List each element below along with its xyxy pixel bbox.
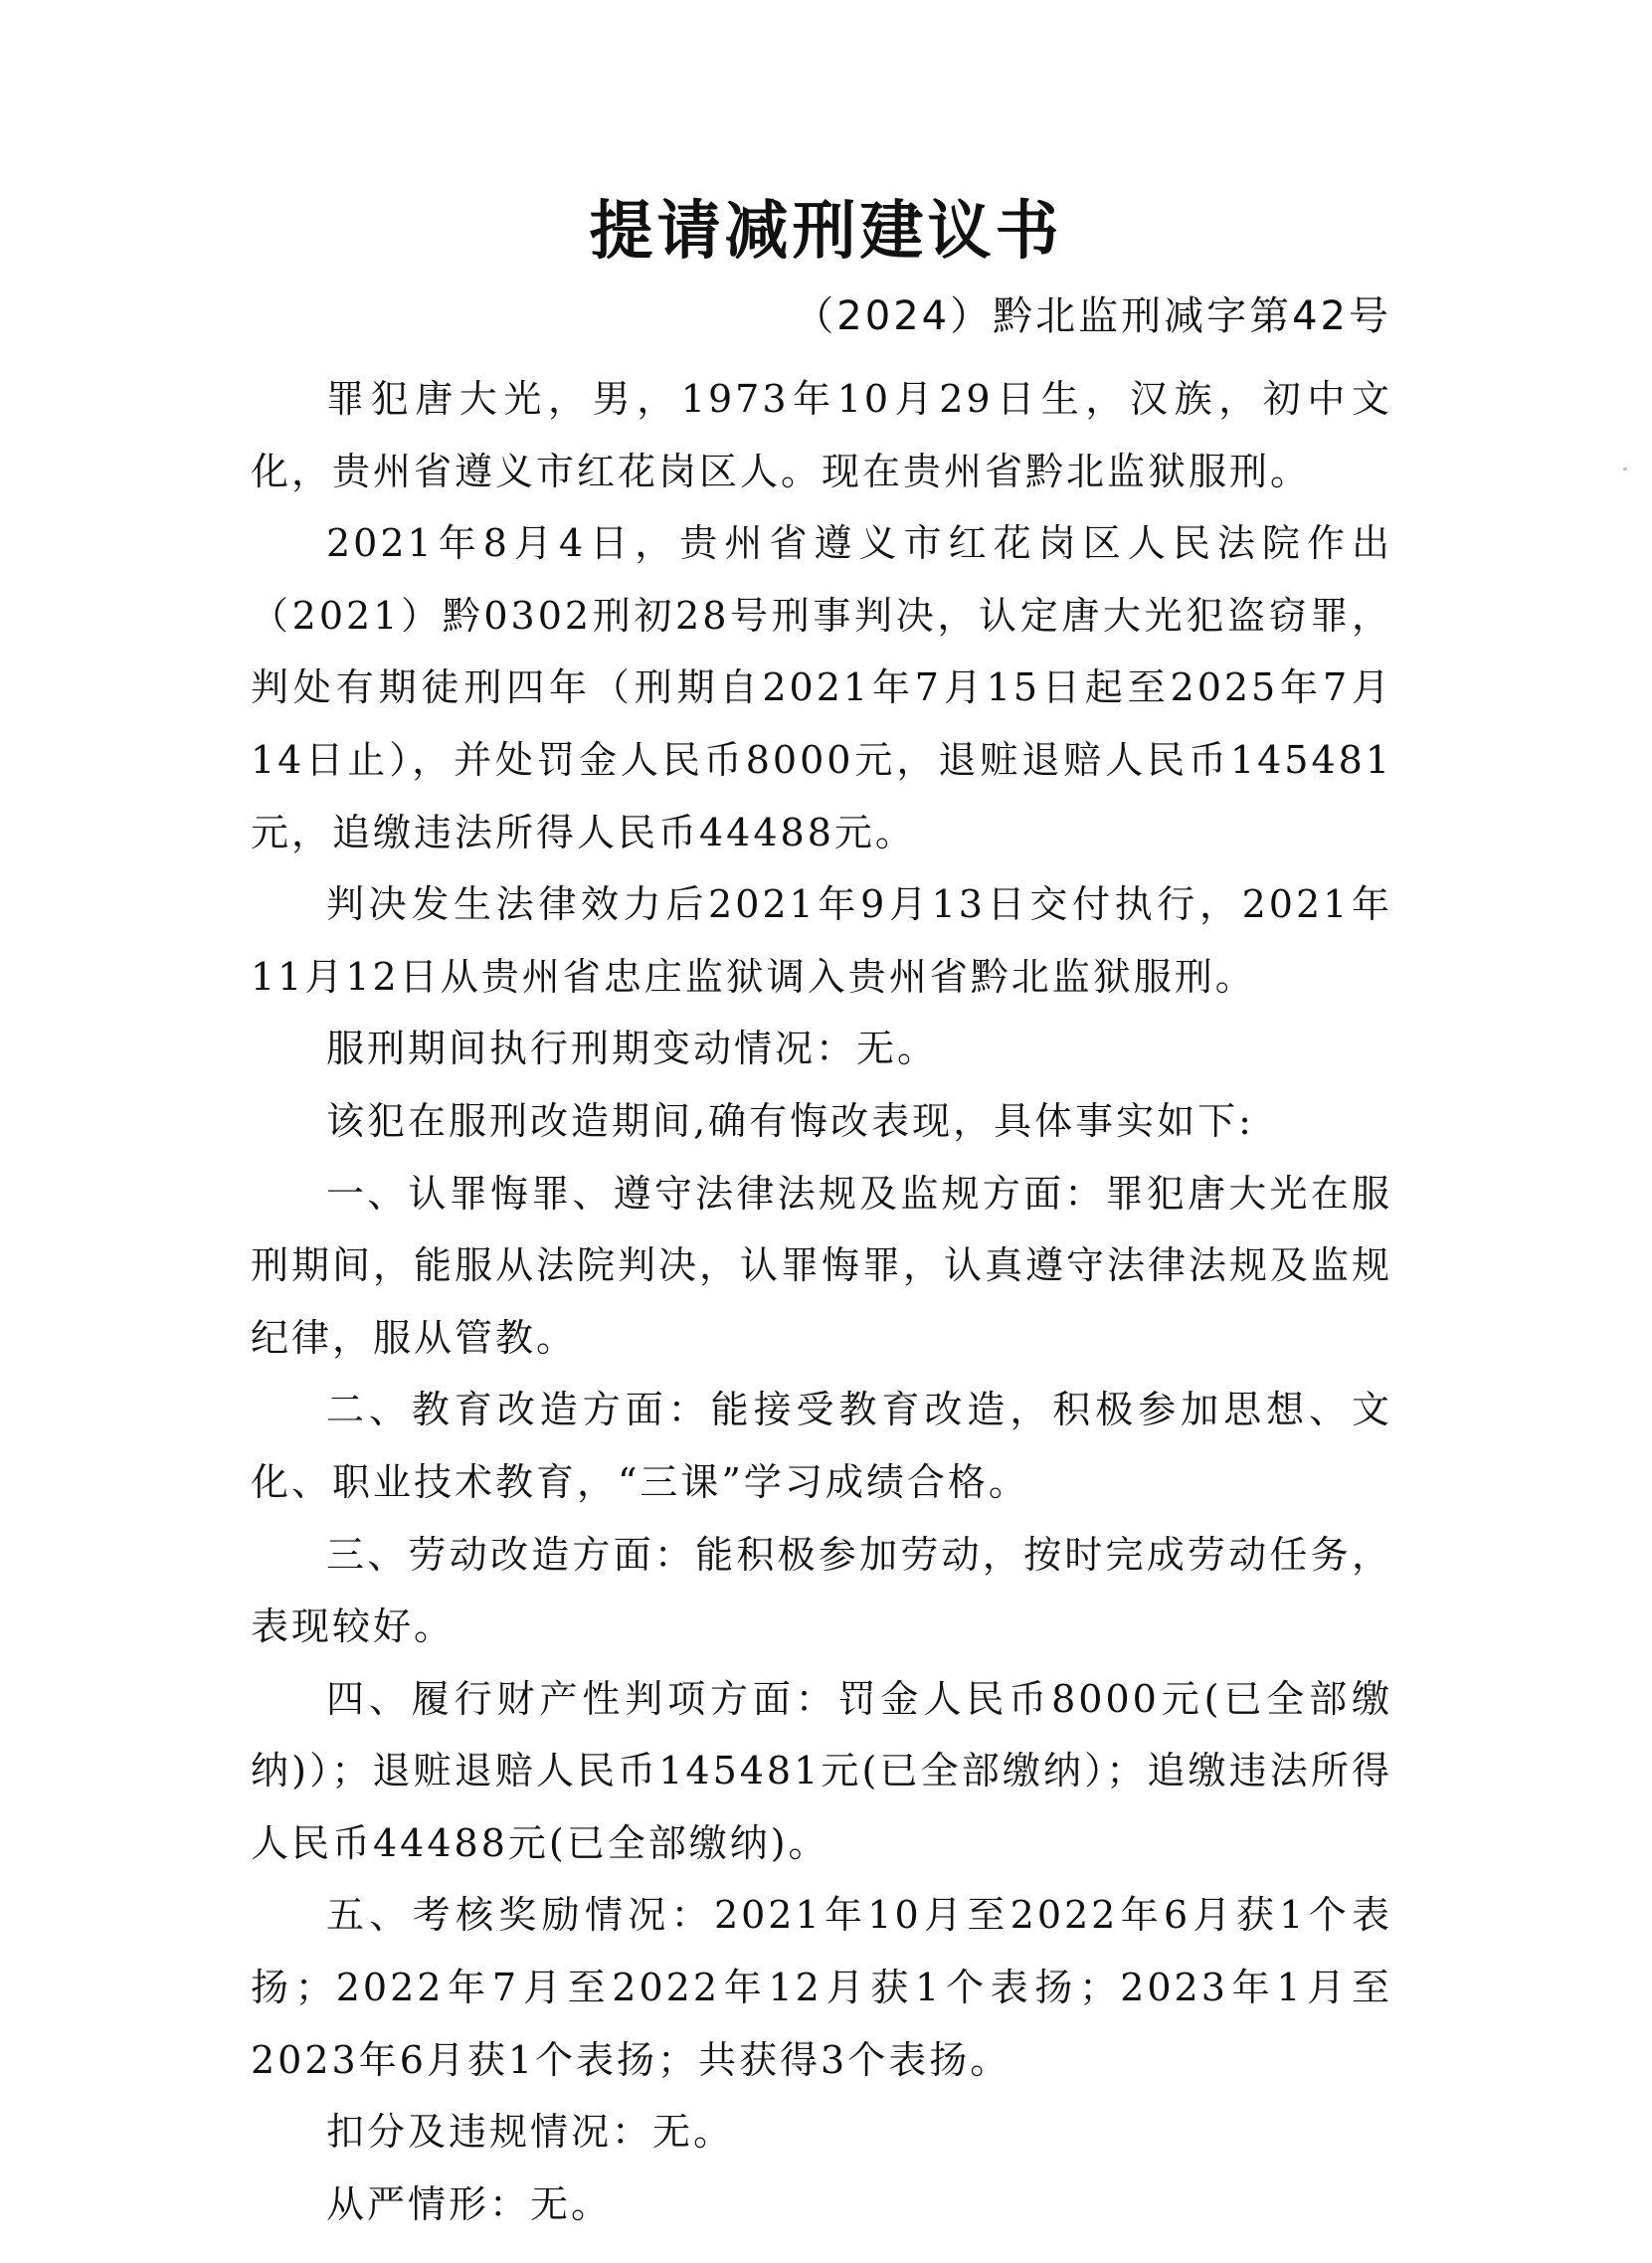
paragraph-point-1: 一、认罪悔罪、遵守法律法规及监规方面：罪犯唐大光在服刑期间，能服从法院判决，认罪悔罪，认真遵守法律法规及监规纪律，服从管教。 bbox=[251, 1171, 1393, 1360]
paragraph-sentence-change: 服刑期间执行刑期变动情况：无。 bbox=[326, 1027, 939, 1071]
paragraph-deductions: 扣分及违规情况：无。 bbox=[326, 2110, 735, 2155]
scan-speck bbox=[1623, 468, 1627, 471]
paragraph-facts-intro: 该犯在服刑改造期间,确有悔改表现，具体事实如下: bbox=[326, 1098, 1254, 1143]
document-body bbox=[251, 363, 1392, 2240]
paragraph-execution: 判决发生法律效力后2021年9月13日交付执行，2021年11月12日从贵州省忠庄监狱调入贵州省黔北监狱服刑。 bbox=[251, 882, 1392, 999]
document-number: （2024）黔北监刑减字第42号 bbox=[794, 293, 1391, 339]
paragraph-point-5: 五、考核奖励情况：2021年10月至2022年6月获1个表扬；2022年7月至2022年12月获1个表扬；2023年1月至2023年6月获1个表扬；共获得3个表扬。 bbox=[251, 1893, 1392, 2082]
paragraph-point-4: 四、履行财产性判项方面：罚金人民币8000元(已全部缴纳)）；退赃退赔人民币145481元(已全部缴纳）；追缴违法所得人民币44488元(已全部缴纳)。 bbox=[251, 1676, 1392, 1865]
document-title: 提请减刑建议书 bbox=[589, 194, 1063, 269]
paragraph-criminal-info: 罪犯唐大光，男，1973年10月29日生，汉族，初中文化，贵州省遵义市红花岗区人。现在贵州省黔北监狱服刑。 bbox=[251, 377, 1392, 493]
paragraph-point-2: 二、教育改造方面：能接受教育改造，积极参加思想、文化、职业技术教育，“三课”学习成绩合格。 bbox=[251, 1388, 1392, 1504]
paragraph-point-3: 三、劳动改造方面：能积极参加劳动，按时完成劳动任务，表现较好。 bbox=[251, 1532, 1392, 1649]
paragraph-strict-circumstances: 从严情形：无。 bbox=[326, 2181, 613, 2226]
paragraph-judgment: 2021年8月4日，贵州省遵义市红花岗区人民法院作出（2021）黔0302刑初28号刑事判决，认定唐大光犯盗窃罪，判处有期徒刑四年（刑期自2021年7月15日起至2025年7月14日止），并处罚金人民币8000元，退赃退赔人民币145481元，追缴违法所得人民币44488元。 bbox=[251, 521, 1392, 854]
